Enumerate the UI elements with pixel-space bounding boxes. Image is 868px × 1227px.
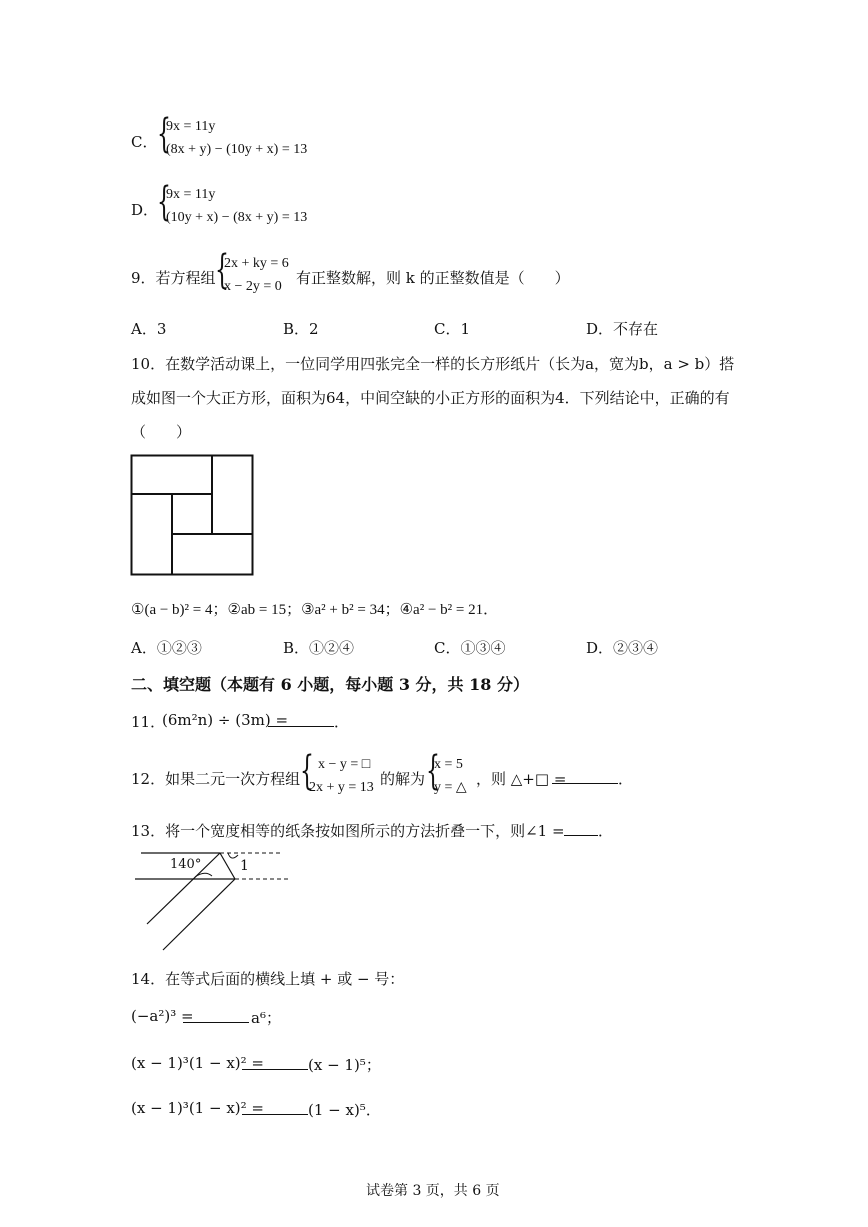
q8-option-c-brace: { xyxy=(157,111,171,157)
page-footer: 试卷第 3 页，共 6 页 xyxy=(366,1183,500,1199)
q9-option-b: B．2 xyxy=(283,320,319,338)
q14-eq3-left: (x − 1)³(1 − x)² = xyxy=(131,1099,264,1117)
q10-option-a: A．①②③ xyxy=(131,639,202,657)
q12-sys1-line2: 2x + y = 13 xyxy=(309,780,374,795)
q12-sys1-line1: x − y = □ xyxy=(318,757,371,772)
q12-brace-2: { xyxy=(426,748,440,794)
section-2-title: 二、填空题（本题有 6 小题，每小题 3 分，共 18 分） xyxy=(131,675,529,694)
q10-text-line2: 成如图一个大正方形，面积为64，中间空缺的小正方形的面积为4．下列结论中，正确的有 xyxy=(131,389,730,407)
q11-prefix: 11． xyxy=(131,713,166,731)
q14-eq1-left: (−a²)³ = xyxy=(131,1007,194,1025)
q14-text: 14．在等式后面的横线上填 + 或 − 号： xyxy=(131,970,405,988)
q9-line2: x − 2y = 0 xyxy=(224,279,282,294)
q11-suffix: ． xyxy=(334,713,350,731)
q12-sys2-line1: x = 5 xyxy=(434,757,463,772)
q9-brace: { xyxy=(215,247,229,293)
q14-eq3-right: (1 − x)⁵． xyxy=(308,1101,381,1119)
q14-eq1-right: a⁶； xyxy=(251,1009,281,1027)
q11-expression: (6m²n) ÷ (3m) = xyxy=(162,711,289,729)
q11-answer-blank[interactable] xyxy=(268,712,334,727)
q14-eq3-blank[interactable] xyxy=(242,1100,308,1115)
q8-option-d-line1: 9x = 11y xyxy=(166,187,216,202)
q12-prefix: 12．如果二元一次方程组 xyxy=(131,770,301,788)
q8-option-d-line2: (10y + x) − (8x + y) = 13 xyxy=(166,210,308,225)
q14-eq2-left: (x − 1)³(1 − x)² = xyxy=(131,1054,264,1072)
q12-brace-1: { xyxy=(300,748,314,794)
q13-text: 13．将一个宽度相等的纸条按如图所示的方法折叠一下，则∠1 = xyxy=(131,822,565,840)
q12-end: ． xyxy=(618,770,634,788)
q9-prefix: 9．若方程组 xyxy=(131,269,216,287)
q10-text-line3: （ ） xyxy=(131,423,192,441)
q8-option-c-label: C． xyxy=(131,133,158,151)
q9-option-a: A．3 xyxy=(131,320,167,338)
q10-square-figure xyxy=(130,454,255,577)
q8-option-c-line1: 9x = 11y xyxy=(166,119,216,134)
q9-suffix: 有正整数解，则 k 的正整数值是（ ） xyxy=(296,269,570,287)
q9-option-c: C．1 xyxy=(434,320,471,338)
q10-option-c: C．①③④ xyxy=(434,639,506,657)
q10-option-b: B．①②④ xyxy=(283,639,355,657)
q13-answer-blank[interactable] xyxy=(564,821,598,836)
q14-eq2-right: (x − 1)⁵； xyxy=(308,1056,381,1074)
q12-tail: ，则 △+□ = xyxy=(476,770,567,788)
q10-option-d: D．②③④ xyxy=(586,639,659,657)
q14-eq1-blank[interactable] xyxy=(183,1008,249,1023)
q13-end: ． xyxy=(598,822,614,840)
q12-answer-blank[interactable] xyxy=(552,769,618,784)
q12-sys2-line2: y = △ xyxy=(434,780,467,795)
q8-option-d-label: D． xyxy=(131,201,159,219)
q8-option-c-line2: (8x + y) − (10y + x) = 13 xyxy=(166,142,308,157)
q12-mid: 的解为 xyxy=(380,770,426,788)
q8-option-d-brace: { xyxy=(157,179,171,225)
q13-angle-label-1: 1 xyxy=(240,858,249,874)
q14-eq2-blank[interactable] xyxy=(242,1055,308,1070)
q13-folded-strip-figure xyxy=(135,846,295,952)
q10-text-line1: 10．在数学活动课上，一位同学用四张完全一样的长方形纸片（长为a，宽为b，a > b）搭 xyxy=(131,355,735,373)
q10-statements: ①(a − b)² = 4；②ab = 15；③a² + b² = 34；④a² − b² = 21． xyxy=(131,602,499,618)
q9-option-d: D．不存在 xyxy=(586,320,659,338)
q13-angle-label-140: 140° xyxy=(170,857,202,872)
q9-line1: 2x + ky = 6 xyxy=(224,256,289,271)
